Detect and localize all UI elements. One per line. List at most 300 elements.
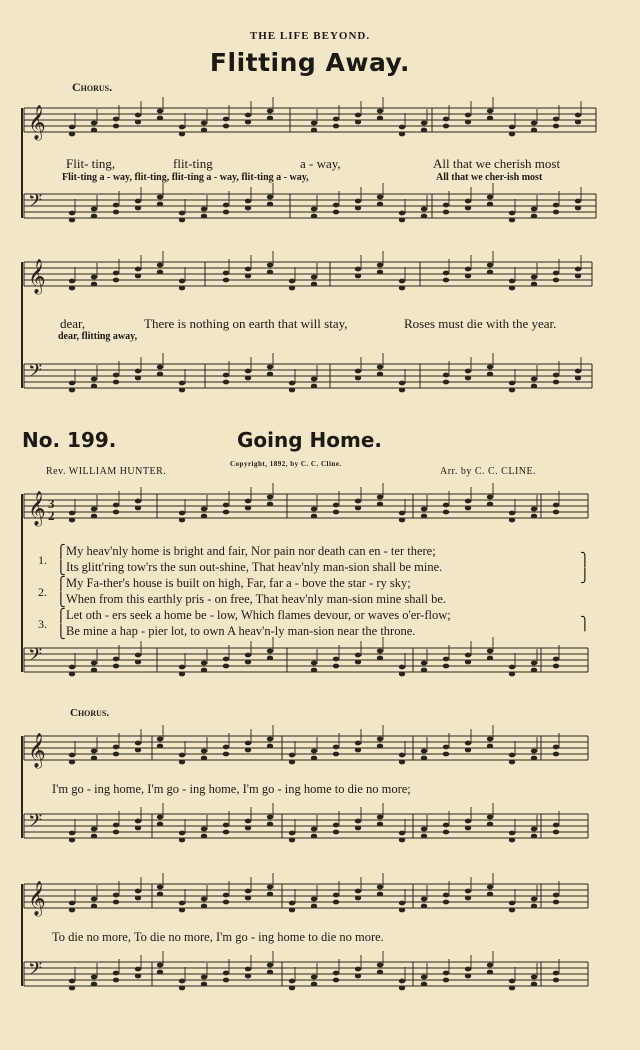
note-head [223,752,229,757]
note-head [399,986,405,991]
bass-clef-icon: 𝄢 [28,645,43,670]
note-head [399,286,405,291]
note-head [157,885,163,890]
note-head [267,744,273,749]
note-head [157,116,163,121]
note-head [355,653,361,658]
note-head [377,970,383,975]
note-head [223,271,229,276]
note-head [179,286,185,291]
note-head [487,822,493,827]
note-head [69,753,75,758]
note-head [91,121,97,126]
lyric-line: dear, [60,316,86,331]
lyric-line: Flit- ting, [66,156,116,171]
note-head [267,502,273,507]
note-head [311,514,317,519]
note-head [487,815,493,820]
bass-staff [24,353,592,392]
note-head [245,376,251,381]
note-head [157,737,163,742]
note-head [531,661,537,666]
note-head [443,971,449,976]
note-head [553,373,559,378]
note-head [531,756,537,761]
note-head [333,971,339,976]
note-head [267,656,273,661]
note-head [487,649,493,654]
note-head [531,514,537,519]
note-head [267,116,273,121]
verse-line: My Fa-ther's house is built on high, Far, far a - bove the star - ry sky; [66,576,411,590]
note-head [553,745,559,750]
note-head [311,275,317,280]
note-head [91,207,97,212]
note-head [421,207,427,212]
note-head [311,897,317,902]
note-head [267,263,273,268]
note-head [289,831,295,836]
note-head [157,372,163,377]
note-head [311,668,317,673]
note-head [311,982,317,987]
note-head [333,745,339,750]
note-head [399,388,405,393]
note-head [487,195,493,200]
note-head [421,128,427,133]
note-head [311,207,317,212]
note-head [399,753,405,758]
note-head [509,831,515,836]
note-head [201,507,207,512]
note-head [487,970,493,975]
note-head [267,202,273,207]
note-head [267,270,273,275]
note-head [223,657,229,662]
note-head [113,271,119,276]
verse-brace: ⎫ [580,552,590,567]
note-head [575,120,581,125]
note-head [311,384,317,389]
note-head [69,211,75,216]
note-head [399,279,405,284]
note-head [289,286,295,291]
note-head [531,282,537,287]
note-head [509,511,515,516]
note-head [289,760,295,765]
note-head [223,210,229,215]
note-head [421,214,427,219]
note-head [355,741,361,746]
note-head [399,132,405,137]
note-head [223,278,229,283]
note-head [179,901,185,906]
treble-clef-icon: 𝄞 [28,259,46,294]
note-head [399,211,405,216]
note-head [399,381,405,386]
note-head [267,885,273,890]
note-head [443,745,449,750]
note-head [355,274,361,279]
note-head [311,214,317,219]
note-head [377,737,383,742]
note-head [509,908,515,913]
note-head [135,741,141,746]
note-head [201,514,207,519]
note-head [91,982,97,987]
note-head [377,372,383,377]
note-head [553,117,559,122]
note-head [135,967,141,972]
note-head [69,125,75,130]
note-head [201,128,207,133]
note-head [157,195,163,200]
note-head [157,270,163,275]
note-head [69,979,75,984]
note-head [443,510,449,515]
note-head [509,286,515,291]
note-head [399,511,405,516]
note-head [157,202,163,207]
note-head [333,124,339,129]
note-head [377,116,383,121]
note-head [135,653,141,658]
note-head [575,369,581,374]
verse-line: Be mine a hap - pier lot, to own A heav'n-ly man-sion near the throne. [66,624,416,638]
note-head [443,752,449,757]
note-head [377,502,383,507]
note-head [267,815,273,820]
note-head [179,831,185,836]
note-head [311,749,317,754]
note-head [377,263,383,268]
note-head [487,963,493,968]
note-head [487,116,493,121]
note-head [355,113,361,118]
note-head [531,975,537,980]
note-head [135,499,141,504]
copyright-notice: Copyright, 1892, by C. C. Cline. [230,460,342,468]
note-head [465,826,471,831]
note-head [443,823,449,828]
note-head [443,278,449,283]
bass-clef-icon: 𝄢 [28,959,43,984]
note-head [333,900,339,905]
note-head [91,275,97,280]
note-head [465,113,471,118]
note-head [201,897,207,902]
note-head [333,664,339,669]
note-head [223,203,229,208]
note-head [333,978,339,983]
note-head [135,826,141,831]
note-head [91,128,97,133]
note-head [465,120,471,125]
verse-line: Let oth - ers seek a home be - low, Which flames devour, or waves o'er-flow; [66,608,451,622]
note-head [487,744,493,749]
note-head [333,752,339,757]
note-head [113,664,119,669]
note-head [113,278,119,283]
note-head [223,503,229,508]
author-credit: Rev. WILLIAM HUNTER. [46,466,167,477]
note-head [399,979,405,984]
note-head [553,210,559,215]
note-head [135,748,141,753]
note-head [377,495,383,500]
note-head [531,668,537,673]
note-head [355,206,361,211]
note-head [267,822,273,827]
note-head [443,203,449,208]
note-head [377,365,383,370]
note-head [135,274,141,279]
note-head [311,121,317,126]
note-head [135,120,141,125]
note-head [69,218,75,223]
note-head [69,986,75,991]
note-head [223,971,229,976]
note-head [113,117,119,122]
note-head [531,384,537,389]
note-head [91,384,97,389]
note-head [179,753,185,758]
note-head [531,377,537,382]
note-head [553,900,559,905]
hymn-title-going-home: Going Home. [237,428,383,452]
note-head [575,199,581,204]
note-head [575,113,581,118]
note-head [531,275,537,280]
note-head [267,365,273,370]
note-head [113,745,119,750]
note-head [355,896,361,901]
note-head [553,271,559,276]
note-head [421,749,427,754]
lyric-line: flit-ting [173,156,213,171]
note-head [91,668,97,673]
note-head [443,830,449,835]
verse-line: My heav'nly home is bright and fair, Nor pain nor death can en - ter there; [66,544,436,558]
note-head [311,975,317,980]
note-head [377,822,383,827]
note-head [201,982,207,987]
note-head [399,838,405,843]
note-head [531,834,537,839]
note-head [69,665,75,670]
note-head [553,380,559,385]
note-head [311,904,317,909]
note-head [267,372,273,377]
note-head [487,372,493,377]
note-head [421,514,427,519]
note-head [311,827,317,832]
note-head [443,893,449,898]
chorus-lyric-line: I'm go - ing home, I'm go - ing home, I'm go - ing home to die no more; [52,782,411,796]
note-head [201,668,207,673]
note-head [377,195,383,200]
verse-number: 1. [38,553,47,567]
note-head [91,834,97,839]
note-head [245,826,251,831]
note-head [201,214,207,219]
note-head [531,897,537,902]
note-head [69,838,75,843]
note-head [531,507,537,512]
treble-clef-icon: 𝄞 [28,881,46,916]
note-head [575,376,581,381]
note-head [355,974,361,979]
note-head [509,753,515,758]
chorus-label: Chorus. [70,707,110,719]
note-head [487,495,493,500]
note-head [157,892,163,897]
time-signature: 2 [48,508,55,523]
note-head [179,908,185,913]
treble-staff [24,97,596,141]
note-head [201,749,207,754]
note-head [179,665,185,670]
note-head [113,657,119,662]
note-head [399,908,405,913]
note-head [91,282,97,287]
note-head [69,831,75,836]
note-head [443,900,449,905]
note-head [135,267,141,272]
note-head [509,665,515,670]
note-head [289,901,295,906]
note-head [289,979,295,984]
note-head [223,900,229,905]
note-head [465,199,471,204]
note-head [553,657,559,662]
note-head [421,661,427,666]
note-head [465,748,471,753]
note-head [157,822,163,827]
note-head [113,978,119,983]
note-head [201,756,207,761]
note-head [245,660,251,665]
note-head [179,125,185,130]
note-head [179,511,185,516]
note-head [531,214,537,219]
note-head [267,109,273,114]
note-head [69,908,75,913]
note-head [245,120,251,125]
note-head [201,121,207,126]
note-head [421,834,427,839]
note-head [91,897,97,902]
note-head [355,748,361,753]
verse-brace: ⎩ [56,592,66,607]
note-head [355,506,361,511]
note-head [223,745,229,750]
note-head [223,830,229,835]
note-head [157,963,163,968]
treble-staff [24,873,588,917]
note-head [113,823,119,828]
note-head [223,664,229,669]
note-head [377,885,383,890]
lyric-line: Roses must die with the year. [404,316,557,331]
note-head [179,388,185,393]
treble-clef-icon: 𝄞 [28,491,46,526]
note-head [443,271,449,276]
note-head [201,904,207,909]
note-head [487,656,493,661]
note-head [223,893,229,898]
note-head [443,210,449,215]
note-head [509,760,515,765]
note-head [465,819,471,824]
note-head [487,892,493,897]
note-head [135,974,141,979]
note-head [245,369,251,374]
note-head [575,267,581,272]
note-head [399,760,405,765]
note-head [135,206,141,211]
verse-brace: ⎧ [56,576,66,591]
note-head [135,113,141,118]
note-head [399,665,405,670]
note-head [553,503,559,508]
note-head [377,963,383,968]
note-head [223,373,229,378]
note-head [245,113,251,118]
note-head [179,986,185,991]
hymn-title-flitting-away: Flitting Away. [209,48,411,77]
note-head [421,668,427,673]
note-head [179,979,185,984]
note-head [113,830,119,835]
note-head [333,657,339,662]
note-head [333,823,339,828]
note-head [465,653,471,658]
note-head [509,381,515,386]
note-head [421,507,427,512]
chorus-label: Chorus. [72,80,113,94]
note-head [289,986,295,991]
note-head [465,267,471,272]
note-head [443,503,449,508]
bass-staff [24,183,596,222]
note-head [245,274,251,279]
note-head [113,203,119,208]
bass-clef-icon: 𝄢 [28,361,43,386]
note-head [245,506,251,511]
note-head [69,381,75,386]
note-head [443,124,449,129]
note-head [531,121,537,126]
note-head [487,885,493,890]
note-head [69,518,75,523]
note-head [179,518,185,523]
arranger-credit: Arr. by C. C. CLINE. [440,466,537,477]
note-head [487,270,493,275]
note-head [311,834,317,839]
note-head [487,263,493,268]
note-head [421,121,427,126]
verse-brace: ⎫ [580,616,590,631]
note-head [465,506,471,511]
note-head [113,900,119,905]
note-head [223,823,229,828]
note-head [223,124,229,129]
note-head [443,380,449,385]
note-head [179,279,185,284]
bass-staff [24,803,588,842]
note-head [399,125,405,130]
